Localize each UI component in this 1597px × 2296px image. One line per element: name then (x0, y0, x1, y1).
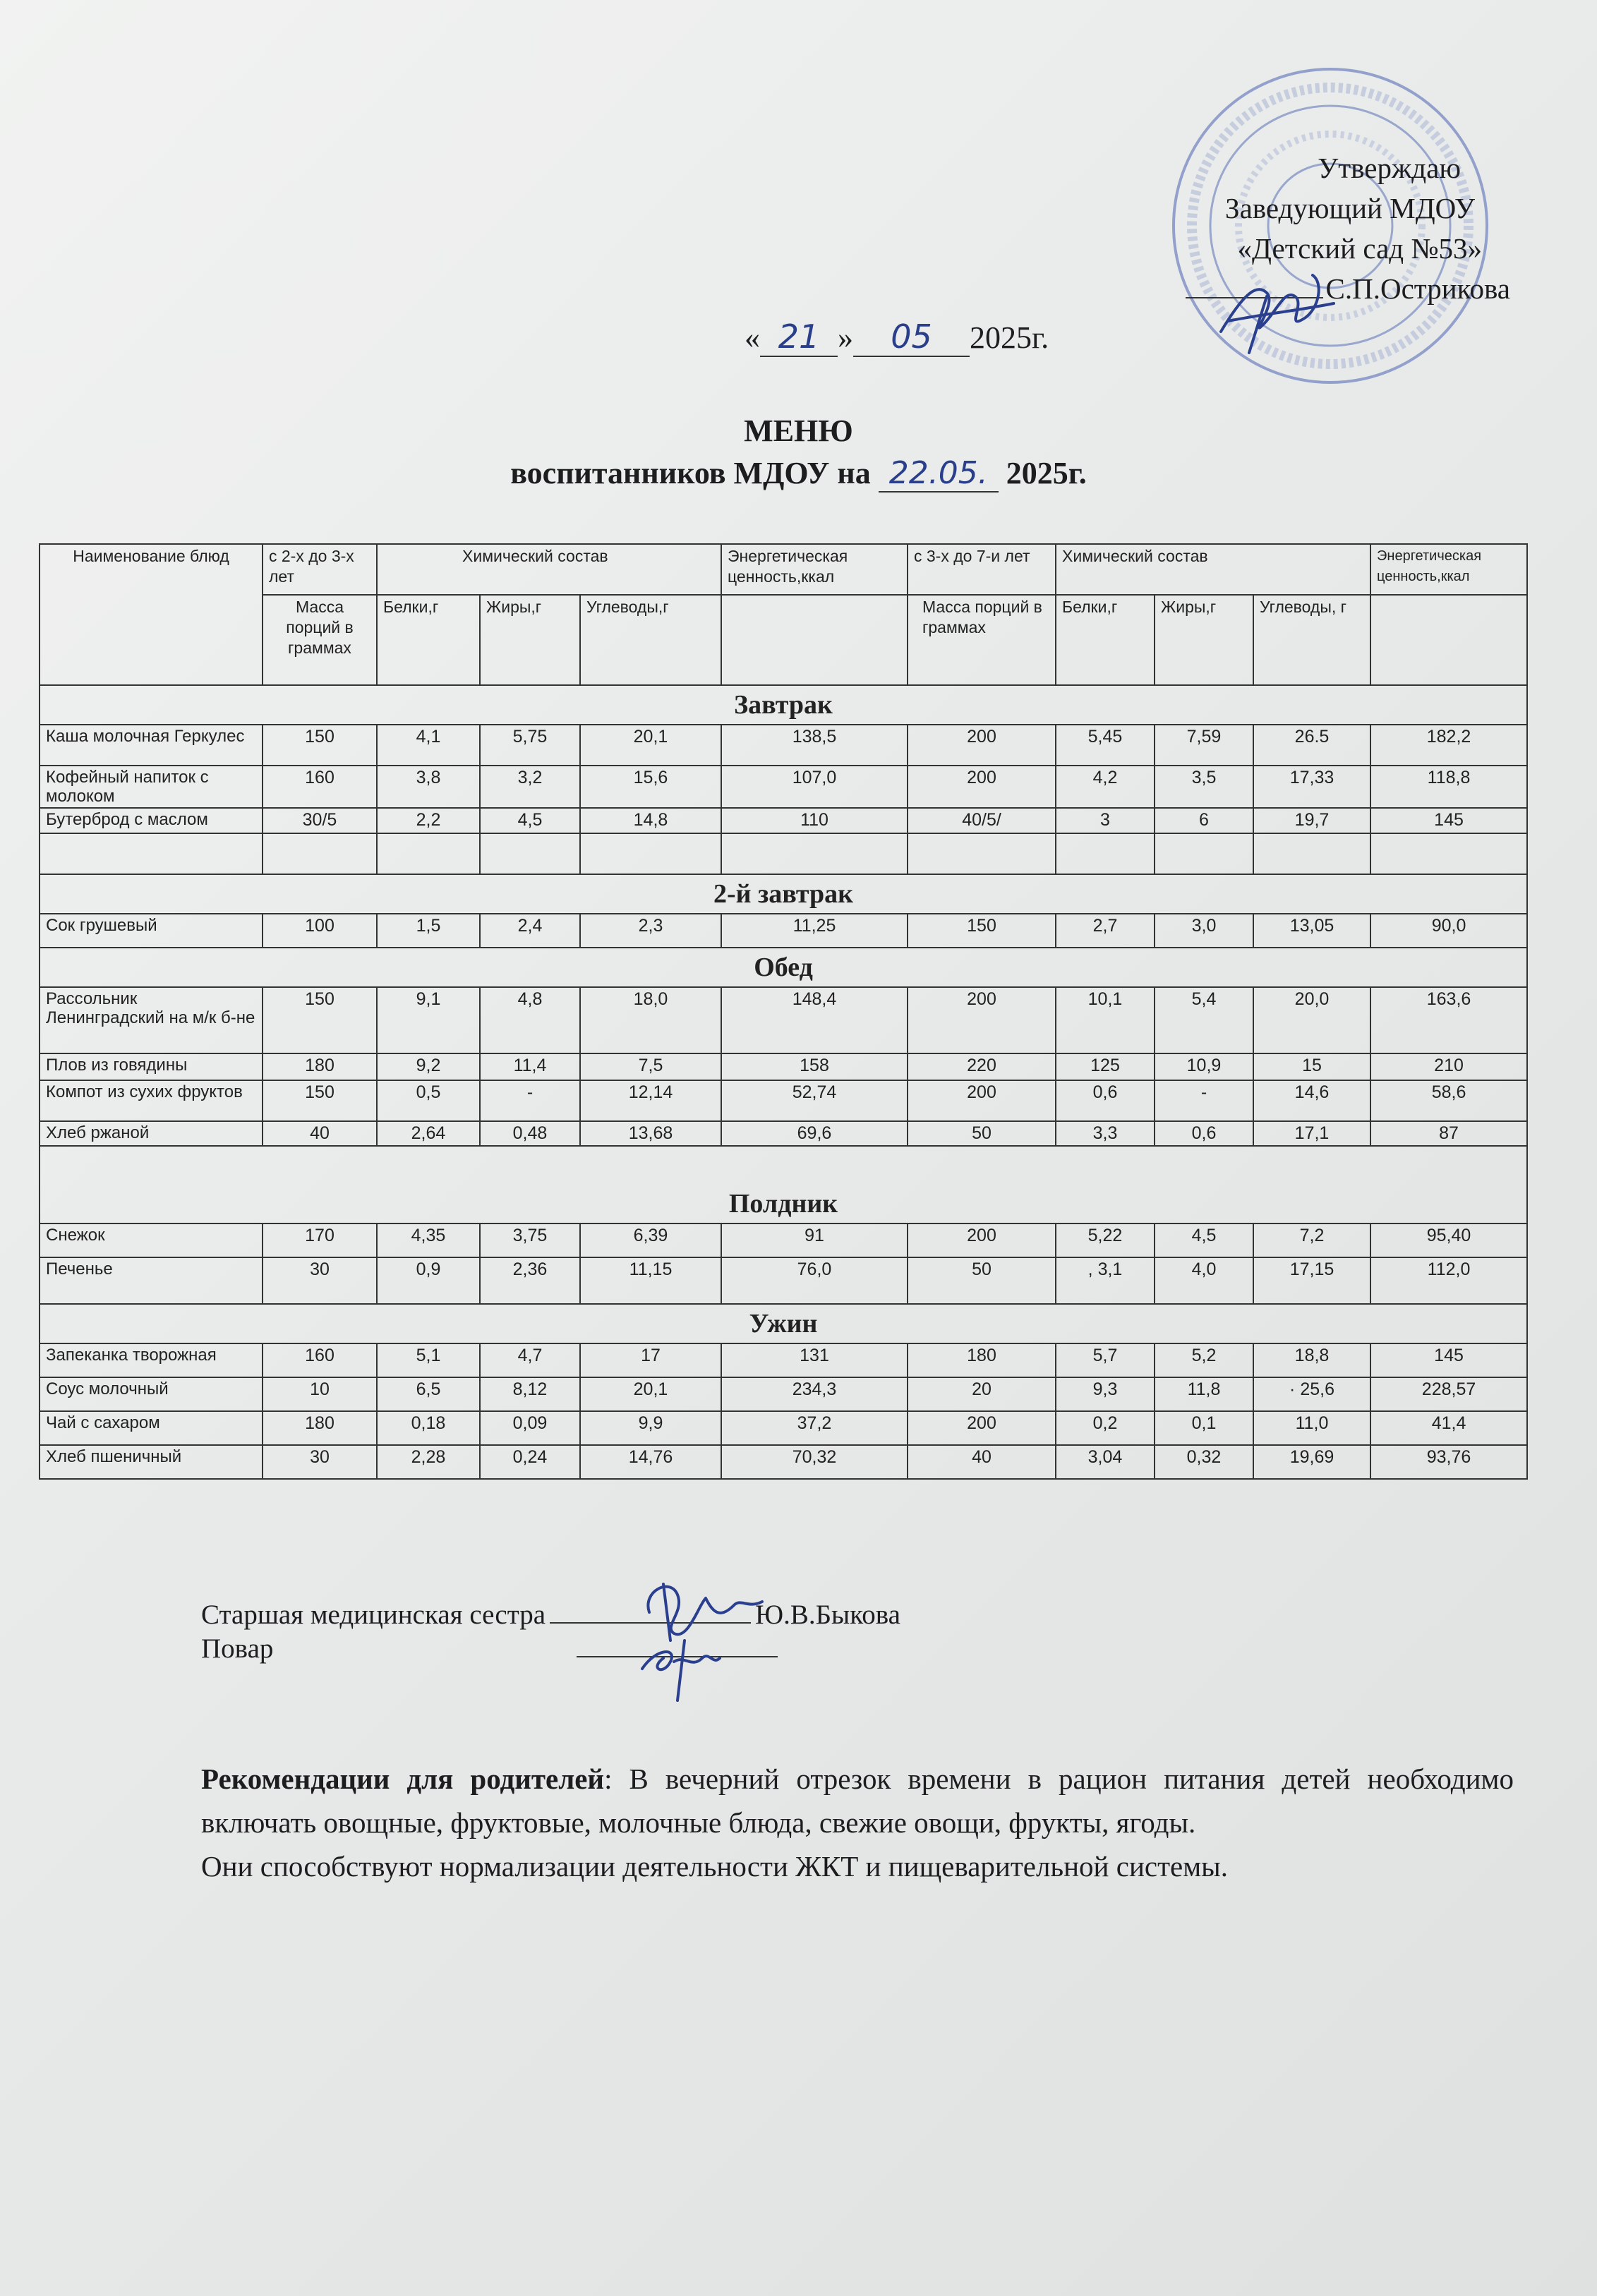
dish-name: Хлеб пшеничный (40, 1445, 263, 1479)
table-cell: 1,5 (377, 914, 480, 948)
nurse-label: Старшая медицинская сестра (201, 1600, 546, 1630)
table-cell: 11,25 (721, 914, 908, 948)
table-cell: 17 (580, 1343, 721, 1377)
table-cell: 200 (908, 1411, 1056, 1445)
table-cell: 93,76 (1370, 1445, 1527, 1479)
table-cell: 118,8 (1370, 766, 1527, 808)
page-subtitle (0, 455, 1597, 493)
table-cell: 6,39 (580, 1223, 721, 1257)
table-cell: 5,7 (1056, 1343, 1155, 1377)
table-cell: , 3,1 (1056, 1257, 1155, 1304)
table-cell: 13,05 (1253, 914, 1370, 948)
table-cell: 6,5 (377, 1377, 480, 1411)
table-cell: 150 (263, 1080, 377, 1121)
section-row (40, 1304, 1527, 1343)
table-cell: 4,2 (1056, 766, 1155, 808)
table-cell: 17,33 (1253, 766, 1370, 808)
table-cell: 131 (721, 1343, 908, 1377)
table-cell: 70,32 (721, 1445, 908, 1479)
table-cell: 14,76 (580, 1445, 721, 1479)
table-cell: 150 (263, 725, 377, 766)
table-cell: 5,22 (1056, 1223, 1155, 1257)
subtitle-suffix: 2025г. (1006, 456, 1087, 490)
recommendation-text: : В вечерний отрезок времени в рацион питания детей необходимо включать овощные, фруктовые, молочные блюда, свежие овощи, фрукты, ягоды. (201, 1763, 1514, 1839)
table-cell: 17,1 (1253, 1121, 1370, 1146)
table-cell: 145 (1370, 808, 1527, 833)
table-cell: 107,0 (721, 766, 908, 808)
dish-name: Чай с сахаром (40, 1411, 263, 1445)
table-cell: 5,1 (377, 1343, 480, 1377)
parent-recommendation (201, 1757, 1514, 1888)
table-cell: 200 (908, 766, 1056, 808)
table-cell: 30/5 (263, 808, 377, 833)
table-cell: 26.5 (1253, 725, 1370, 766)
table-cell: 5,2 (1155, 1343, 1253, 1377)
table-cell: 125 (1056, 1053, 1155, 1080)
table-cell: 40 (908, 1445, 1056, 1479)
table-cell: 2,2 (377, 808, 480, 833)
table-cell: 7,59 (1155, 725, 1253, 766)
table-cell: 138,5 (721, 725, 908, 766)
table-cell (1253, 833, 1370, 874)
table-row (40, 914, 1527, 948)
menu-table (39, 543, 1528, 1480)
table-row (40, 987, 1527, 1053)
table-row (40, 1343, 1527, 1377)
table-cell (263, 833, 377, 874)
table-cell: 10 (263, 1377, 377, 1411)
table-cell: 30 (263, 1257, 377, 1304)
date-close-quote: » (838, 320, 853, 355)
table-cell: 2,36 (480, 1257, 580, 1304)
table-row (40, 808, 1527, 833)
section-title: 2-й завтрак (40, 874, 1527, 914)
col-header-chem-2: Химический состав (1056, 544, 1370, 595)
table-cell: 100 (263, 914, 377, 948)
col-header-fat-1: Жиры,г (480, 595, 580, 685)
table-cell: 3,0 (1155, 914, 1253, 948)
table-cell (908, 833, 1056, 874)
section-row (40, 874, 1527, 914)
table-cell: 180 (263, 1053, 377, 1080)
table-cell (1155, 833, 1253, 874)
table-cell: 52,74 (721, 1080, 908, 1121)
dish-name: Снежок (40, 1223, 263, 1257)
dish-name (40, 833, 263, 874)
approval-date (745, 318, 1049, 357)
table-cell: 3,5 (1155, 766, 1253, 808)
section-title: Завтрак (40, 685, 1527, 725)
table-cell: 40 (263, 1121, 377, 1146)
director-signature (1200, 254, 1341, 360)
table-cell: 160 (263, 766, 377, 808)
table-cell: 234,3 (721, 1377, 908, 1411)
table-cell: 12,14 (580, 1080, 721, 1121)
table-cell: · 25,6 (1253, 1377, 1370, 1411)
recommendation-paragraph-2: Они способствуют нормализации деятельности ЖКТ и пищеварительной системы. (201, 1850, 1228, 1883)
table-row (40, 1053, 1527, 1080)
table-cell: 3,75 (480, 1223, 580, 1257)
table-cell: 19,7 (1253, 808, 1370, 833)
table-cell: 11,8 (1155, 1377, 1253, 1411)
section-title: Полдник (40, 1146, 1527, 1223)
table-cell: 0,2 (1056, 1411, 1155, 1445)
header-row-1 (40, 544, 1527, 595)
table-cell: 2,4 (480, 914, 580, 948)
section-row (40, 1146, 1527, 1223)
table-cell: 4,1 (377, 725, 480, 766)
table-cell: 110 (721, 808, 908, 833)
table-cell: 0,5 (377, 1080, 480, 1121)
col-header-carb-1: Углеводы,г (580, 595, 721, 685)
table-cell: 4,35 (377, 1223, 480, 1257)
table-cell (721, 833, 908, 874)
table-row (40, 1257, 1527, 1304)
table-cell: 41,4 (1370, 1411, 1527, 1445)
table-cell: 163,6 (1370, 987, 1527, 1053)
table-cell: 7,2 (1253, 1223, 1370, 1257)
table-cell: 200 (908, 987, 1056, 1053)
dish-name: Плов из говядины (40, 1053, 263, 1080)
table-cell: 11,15 (580, 1257, 721, 1304)
table-cell: 200 (908, 725, 1056, 766)
col-header-fat-2: Жиры,г (1155, 595, 1253, 685)
table-cell: 0,9 (377, 1257, 480, 1304)
table-cell: 220 (908, 1053, 1056, 1080)
table-cell: 20,0 (1253, 987, 1370, 1053)
date-day: 21 (778, 318, 820, 356)
table-cell: 20,1 (580, 1377, 721, 1411)
table-cell: 150 (908, 914, 1056, 948)
table-row (40, 1121, 1527, 1146)
table-cell: 0,6 (1056, 1080, 1155, 1121)
table-cell: 3 (1056, 808, 1155, 833)
dish-name: Печенье (40, 1257, 263, 1304)
dish-name: Сок грушевый (40, 914, 263, 948)
date-year: 2025г. (970, 320, 1049, 355)
table-cell: 148,4 (721, 987, 908, 1053)
table-cell: 180 (908, 1343, 1056, 1377)
table-cell: 9,9 (580, 1411, 721, 1445)
col-header-chem-1: Химический состав (377, 544, 721, 595)
date-month: 05 (891, 318, 932, 356)
table-row (40, 1445, 1527, 1479)
table-cell: 3,04 (1056, 1445, 1155, 1479)
table-cell: 5,4 (1155, 987, 1253, 1053)
page-title: МЕНЮ (744, 413, 853, 448)
table-cell: 210 (1370, 1053, 1527, 1080)
recommendation-paragraph (201, 1757, 1514, 1844)
table-cell: 5,45 (1056, 725, 1155, 766)
table-cell: 4,7 (480, 1343, 580, 1377)
table-row (40, 725, 1527, 766)
table-cell: - (1155, 1080, 1253, 1121)
approval-line-1: Утверждаю (1318, 152, 1461, 184)
table-row (40, 1377, 1527, 1411)
approval-line-4: С.П.Острикова (1325, 272, 1510, 305)
table-cell: 17,15 (1253, 1257, 1370, 1304)
dish-name: Рассольник Ленинградский на м/к б-не (40, 987, 263, 1053)
approval-line-2: Заведующий МДОУ (1225, 192, 1475, 224)
table-cell (1370, 833, 1527, 874)
table-cell: 50 (908, 1257, 1056, 1304)
table-row (40, 833, 1527, 874)
table-cell: 200 (908, 1080, 1056, 1121)
dish-name: Кофейный напиток с молоком (40, 766, 263, 808)
header-row-2 (40, 595, 1527, 685)
table-cell: 50 (908, 1121, 1056, 1146)
table-cell: 4,5 (1155, 1223, 1253, 1257)
dish-name: Бутерброд с маслом (40, 808, 263, 833)
table-cell (377, 833, 480, 874)
section-title: Ужин (40, 1304, 1527, 1343)
col-header-energy-2-blank (1370, 595, 1527, 685)
table-cell: 0,24 (480, 1445, 580, 1479)
subtitle-prefix: воспитанников МДОУ на (510, 456, 871, 490)
section-row (40, 948, 1527, 987)
table-cell: 112,0 (1370, 1257, 1527, 1304)
table-cell: 14,6 (1253, 1080, 1370, 1121)
table-cell: 0,1 (1155, 1411, 1253, 1445)
table-cell: 8,12 (480, 1377, 580, 1411)
date-open-quote: « (745, 320, 760, 355)
table-cell: 9,2 (377, 1053, 480, 1080)
approval-line-3: «Детский сад №53» (1237, 232, 1482, 265)
table-cell: 30 (263, 1445, 377, 1479)
table-cell: 170 (263, 1223, 377, 1257)
table-cell: 76,0 (721, 1257, 908, 1304)
recommendation-label: Рекомендации для родителей (201, 1763, 605, 1795)
col-header-energy-1-blank (721, 595, 908, 685)
col-header-mass-1: Масса порций в граммах (263, 595, 377, 685)
nurse-name: Ю.В.Быкова (755, 1600, 900, 1630)
col-header-carb-2: Углеводы, г (1253, 595, 1370, 685)
table-cell: 20 (908, 1377, 1056, 1411)
table-cell: 3,2 (480, 766, 580, 808)
table-cell: 0,18 (377, 1411, 480, 1445)
table-cell: 9,1 (377, 987, 480, 1053)
dish-name: Соус молочный (40, 1377, 263, 1411)
table-row (40, 1411, 1527, 1445)
col-header-mass-2: Масса порций в граммах (908, 595, 1056, 685)
table-cell: 10,1 (1056, 987, 1155, 1053)
dish-name: Каша молочная Геркулес (40, 725, 263, 766)
table-cell: 40/5/ (908, 808, 1056, 833)
col-header-energy-1: Энергетическая ценность,ккал (721, 544, 908, 595)
table-cell: 4,8 (480, 987, 580, 1053)
table-cell: 4,5 (480, 808, 580, 833)
table-cell: 2,7 (1056, 914, 1155, 948)
col-header-age-2: с 3-х до 7-и лет (908, 544, 1056, 595)
table-cell: 4,0 (1155, 1257, 1253, 1304)
dish-name: Хлеб ржаной (40, 1121, 263, 1146)
table-cell: 90,0 (1370, 914, 1527, 948)
table-cell: 150 (263, 987, 377, 1053)
table-cell: 15 (1253, 1053, 1370, 1080)
table-cell: 13,68 (580, 1121, 721, 1146)
col-header-protein-2: Белки,г (1056, 595, 1155, 685)
table-cell: 69,6 (721, 1121, 908, 1146)
table-cell: 3,8 (377, 766, 480, 808)
table-cell: 0,48 (480, 1121, 580, 1146)
table-cell: 0,6 (1155, 1121, 1253, 1146)
table-cell: 200 (908, 1223, 1056, 1257)
staff-signatures (201, 1598, 900, 1666)
table-cell: 2,28 (377, 1445, 480, 1479)
col-header-protein-1: Белки,г (377, 595, 480, 685)
table-cell: 37,2 (721, 1411, 908, 1445)
table-cell: 87 (1370, 1121, 1527, 1146)
table-cell: 160 (263, 1343, 377, 1377)
table-row (40, 766, 1527, 808)
section-row (40, 685, 1527, 725)
col-header-energy-2: Энергетическая ценность,ккал (1370, 544, 1527, 595)
table-cell (480, 833, 580, 874)
table-cell: 5,75 (480, 725, 580, 766)
section-title: Обед (40, 948, 1527, 987)
table-cell: 0,32 (1155, 1445, 1253, 1479)
table-cell: 2,3 (580, 914, 721, 948)
table-cell: 14,8 (580, 808, 721, 833)
table-cell (1056, 833, 1155, 874)
table-cell: 182,2 (1370, 725, 1527, 766)
table-cell: 20,1 (580, 725, 721, 766)
table-cell: 58,6 (1370, 1080, 1527, 1121)
table-cell: 180 (263, 1411, 377, 1445)
col-header-name: Наименование блюд (40, 544, 263, 685)
table-cell: 3,3 (1056, 1121, 1155, 1146)
staff-handwritten-signatures (621, 1563, 776, 1704)
table-row (40, 1223, 1527, 1257)
table-cell: 18,0 (580, 987, 721, 1053)
table-cell: 10,9 (1155, 1053, 1253, 1080)
table-cell (580, 833, 721, 874)
table-cell: 9,3 (1056, 1377, 1155, 1411)
cook-label: Повар (201, 1633, 274, 1664)
table-cell: 11,0 (1253, 1411, 1370, 1445)
dish-name: Запеканка творожная (40, 1343, 263, 1377)
table-cell: 2,64 (377, 1121, 480, 1146)
table-cell: 0,09 (480, 1411, 580, 1445)
table-cell: 18,8 (1253, 1343, 1370, 1377)
dish-name: Компот из сухих фруктов (40, 1080, 263, 1121)
table-cell: - (480, 1080, 580, 1121)
table-cell: 91 (721, 1223, 908, 1257)
table-cell: 158 (721, 1053, 908, 1080)
table-cell: 15,6 (580, 766, 721, 808)
table-cell: 145 (1370, 1343, 1527, 1377)
col-header-age-1: с 2-х до 3-х лет (263, 544, 377, 595)
table-cell: 11,4 (480, 1053, 580, 1080)
table-cell: 7,5 (580, 1053, 721, 1080)
table-cell: 228,57 (1370, 1377, 1527, 1411)
table-cell: 6 (1155, 808, 1253, 833)
table-cell: 95,40 (1370, 1223, 1527, 1257)
subtitle-date: 22.05. (879, 455, 999, 493)
table-cell: 19,69 (1253, 1445, 1370, 1479)
table-row (40, 1080, 1527, 1121)
